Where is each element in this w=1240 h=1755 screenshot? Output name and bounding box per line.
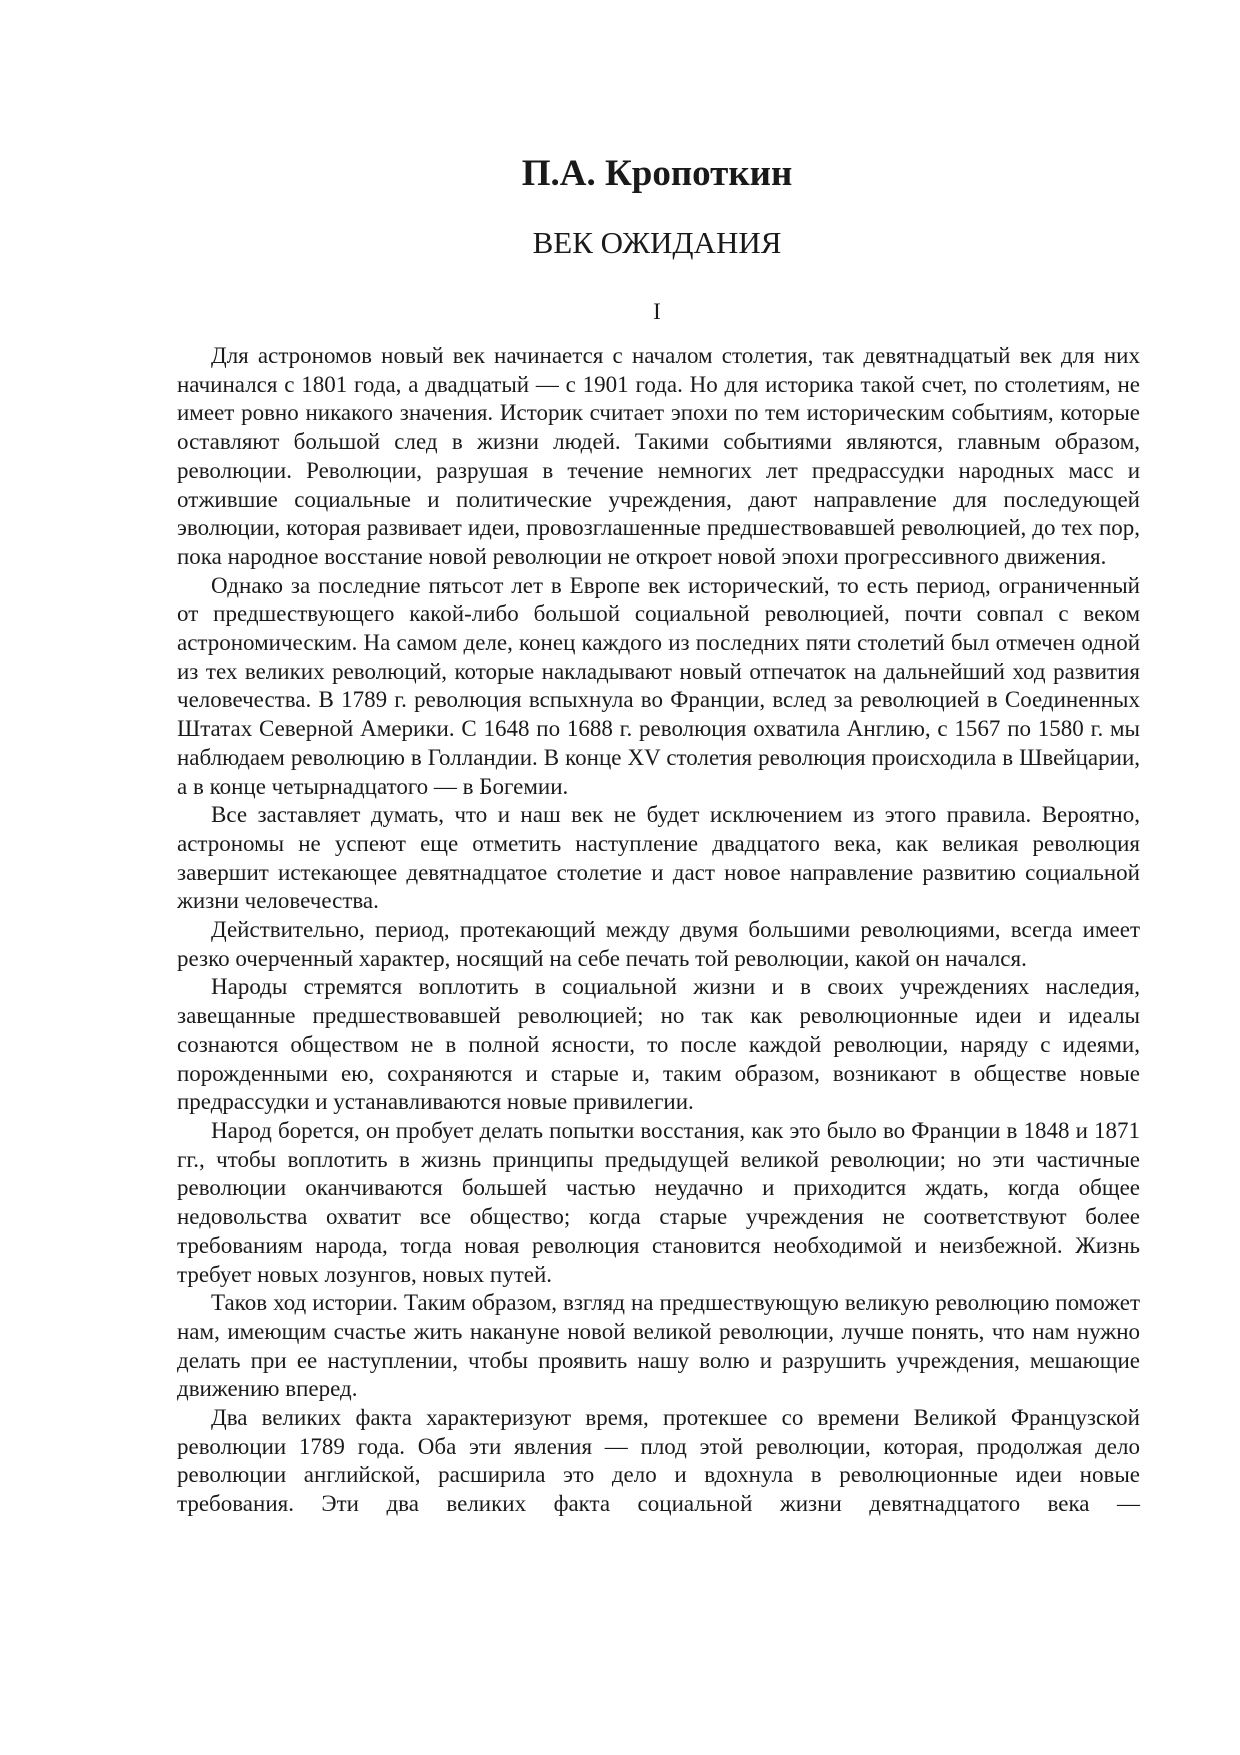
author-name: П.А. Кропоткин (521, 153, 793, 194)
paragraph: Народ борется, он пробует делать попытки восстания, как это было во Франции в 1848 и 1871 гг., чтобы воплотить в жизнь принципы предыдущей великой революции; но эти частичные революции оканчиваются большей частью неудачно и приходится ждать, когда общее недовольства охватит все общество; когда старые учреждения не соответствуют более требованиям народа, тогда новая революция становится необходимой и неизбежной. Жизнь требует новых лозунгов, новых путей. (177, 1117, 1140, 1287)
body-text (177, 342, 1140, 1519)
paragraph: Для астрономов новый век начинается с началом столетия, так девятнадцатый век для них начинался с 1801 года, а двадцатый — с 1901 года. Но для историка такой счет, по столетиям, не имеет ровно никакого значения. Историк считает эпохи по тем историческим событиям, которые оставляют большой след в жизни людей. Такими событиями являются, главным образом, революции. Революции, разрушая в течение немногих лет предрассудки народных масс и отжившие социальные и политические учреждения, дают направление для последующей эволюции, которая развивает идеи, провозглашенные предшествовавшей революцией, до тех пор, пока народное восстание новой революции не откроет новой эпохи прогрессивного движения. (177, 343, 1140, 569)
paragraph: Однако за последние пятьсот лет в Европе век исторический, то есть период, ограниченный от предшествующего какой-либо большой социальной революцией, почти совпал с веком астрономическим. На самом деле, конец каждого из последних пяти столетий был отмечен одной из тех великих революций, которые накладывают новый отпечаток на дальнейший ход развития человечества. В 1789 г. революция вспыхнула во Франции, вслед за революцией в Соединенных Штатах Северной Америки. С 1648 по 1688 г. революция охватила Англию, с 1567 по 1580 г. мы наблюдаем революцию в Голландии. В конце XV столетия революция происходила в Швейцарии, а в конце четырнадцатого — в Богемии. (177, 572, 1140, 799)
paragraph: Народы стремятся воплотить в социальной жизни и в своих учреждениях наследия, завещанные предшествовавшей революцией; но так как революционные идеи и идеалы сознаются обществом не в полной ясности, то после каждой революции, наряду с идеями, порожденными ею, сохраняются и старые и, таким образом, возникают в обществе новые предрассудки и устанавливаются новые привилегии. (177, 974, 1140, 1115)
paragraph: Два великих факта характеризуют время, протекшее со времени Великой Французской революции 1789 года. Оба эти явления — плод этой революции, которая, продолжая дело революции английской, расширила это дело и вдохнула в революционные идеи новые требования. Эти два великих факта социальной жизни девятнадцатого века — (177, 1405, 1140, 1517)
paragraph: Таков ход истории. Таким образом, взгляд на предшествующую великую революцию поможет нам, имеющим счастье жить накануне новой великой революции, лучше понять, что нам нужно делать при ее наступлении, чтобы проявить нашу волю и разрушить учреждения, мешающие движению вперед. (177, 1290, 1140, 1402)
paragraph: Все заставляет думать, что и наш век не будет исключением из этого правила. Вероятно, астрономы не успеют еще отметить наступление двадцатого века, как великая революция завершит истекающее девятнадцатое столетие и даст новое направление развитию социальной жизни человечества. (177, 802, 1140, 914)
paragraph: Действительно, период, протекающий между двумя большими революциями, всегда имеет резко очерченный характер, носящий на себе печать той революции, какой он начался. (177, 917, 1140, 971)
document-title: ВЕК ОЖИДАНИЯ (532, 225, 782, 260)
chapter-number: I (653, 299, 661, 324)
